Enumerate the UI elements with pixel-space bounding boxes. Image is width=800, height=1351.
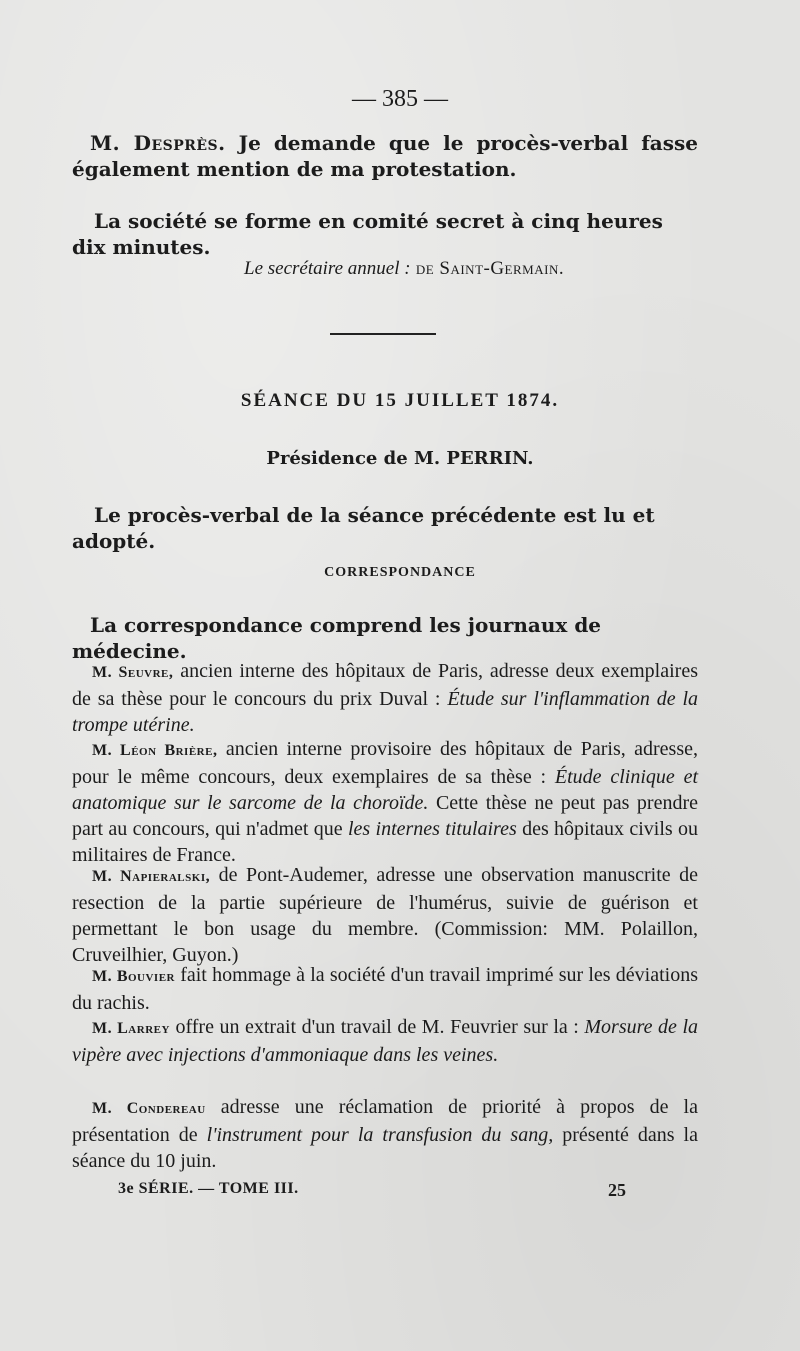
paragraph-despres bbox=[72, 130, 698, 182]
paragraph-text: adresse une réclamation de priorité à propos de la présentation de bbox=[72, 1096, 698, 1146]
speaker-name: M. Napieralski, bbox=[92, 868, 211, 885]
paragraph-correspondance: La correspondance comprend les journaux de médecine. bbox=[72, 613, 602, 663]
paragraph-seuvre bbox=[72, 658, 698, 738]
section-divider bbox=[330, 333, 436, 335]
session-title: SÉANCE DU 15 JUILLET 1874. bbox=[240, 390, 560, 411]
paragraph-larrey bbox=[72, 1014, 698, 1068]
paragraph-text: de Pont-Audemer, adresse une observation manuscrite de resection de la partie supérieure de l'humérus, suivie de guérison et permettant le bon usage du membre. (Commission: MM. Polaillon, Cruveilhier, Guyon.) bbox=[72, 864, 698, 966]
paragraph-text: des hôpitaux civils ou militaires de France. bbox=[72, 818, 699, 866]
speaker-name: M. Léon Brière, bbox=[92, 742, 218, 759]
speaker-name: M. Desprès. bbox=[90, 131, 226, 155]
secretary-signature bbox=[244, 258, 664, 280]
signature-name: de Saint-Germain. bbox=[410, 258, 565, 279]
paragraph-bouvier bbox=[72, 962, 698, 1016]
speaker-name: M. Seuvre, bbox=[92, 664, 174, 681]
correspondance-heading: CORRESPONDANCE bbox=[324, 565, 476, 580]
footer-series: 3e SÉRIE. — TOME III. bbox=[118, 1180, 299, 1197]
footer-sheet-number: 25 bbox=[608, 1180, 626, 1200]
paragraph-text: ancien interne provisoire des hôpitaux de Paris, adresse, pour le même concours, deux exemplaires de sa thèse : bbox=[72, 738, 698, 788]
signature-label: Le secrétaire annuel : bbox=[244, 258, 411, 279]
speaker-name: M. Condereau bbox=[92, 1100, 206, 1117]
paragraph-briere bbox=[72, 736, 698, 868]
speaker-name: M. Bouvier bbox=[92, 968, 175, 985]
presidence-line: Présidence de M. PERRIN. bbox=[266, 448, 534, 469]
paragraph-text: fait hommage à la société d'un travail imprimé sur les déviations du rachis. bbox=[72, 964, 698, 1014]
paragraph-text: présenté dans la séance du 10 juin. bbox=[72, 1124, 698, 1172]
paragraph-text: Je demande que le procès-verbal fasse également mention de ma protestation. bbox=[72, 131, 698, 181]
page-number: — 385 — bbox=[352, 86, 448, 112]
thesis-title: Étude clinique et anatomique sur le sarcome de la choroïde. bbox=[72, 766, 699, 814]
paragraph-comite-secret: La société se forme en comité secret à cinq heures dix minutes. bbox=[72, 209, 663, 259]
paragraph-napieralski bbox=[72, 862, 698, 968]
work-title: Morsure de la vipère avec injections d'ammoniaque dans les veines. bbox=[72, 1016, 699, 1066]
paragraph-text: offre un extrait d'un travail de M. Feuvrier sur la : bbox=[169, 1016, 585, 1038]
paragraph-text: ancien interne des hôpitaux de Paris, adresse deux exemplaires de sa thèse pour le concours du prix Duval : bbox=[72, 660, 698, 710]
thesis-title: Étude sur l'inflammation de la trompe utérine. bbox=[72, 688, 699, 736]
speaker-name: M. Larrey bbox=[92, 1020, 170, 1037]
paragraph-proces-verbal: Le procès-verbal de la séance précédente est lu et adopté. bbox=[72, 503, 655, 553]
emphasis-text: les internes titulaires bbox=[347, 818, 517, 840]
instrument-title: l'instrument pour la transfusion du sang, bbox=[206, 1124, 554, 1146]
paragraph-condereau bbox=[72, 1094, 698, 1174]
paragraph-text: Cette thèse ne peut pas prendre part au concours, qui n'admet que bbox=[72, 792, 698, 840]
